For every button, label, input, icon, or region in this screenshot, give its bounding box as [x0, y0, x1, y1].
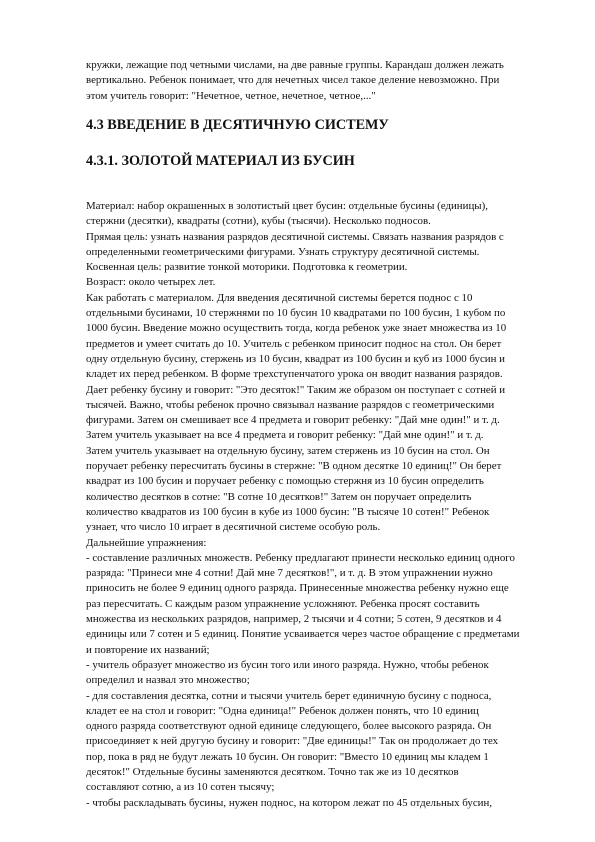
text-line: Как работать с материалом. Для введения десятичной системы берется поднос с 10 [86, 291, 473, 304]
text-line: тысячей. Важно, чтобы ребенок прочно связывал название разрядов с геометрическими [86, 398, 495, 411]
text-line: Затем учитель указывает на все 4 предмета и говорит ребенку: "Дай мне один!" и т. д. [86, 429, 484, 442]
section-heading: 4.3 ВВЕДЕНИЕ В ДЕСЯТИЧНУЮ СИСТЕМУ [86, 117, 389, 133]
text-line: Дальнейшие упражнения: [86, 536, 207, 549]
body-text [86, 199, 538, 811]
text-line: квадрат из 100 бусин и поручает ребенку с помощью стержня из 10 бусин определить [86, 475, 484, 488]
text-line: определенными геометрическими фигурами. Узнать структуру десятичной системы. [86, 245, 480, 258]
text-line: - для составления десятка, сотни и тысячи учитель берет единичную бусину с подноса, [86, 689, 492, 702]
text-line: Материал: набор окрашенных в золотистый цвет бусин: отдельные бусины (единицы), [86, 200, 488, 212]
text-line: десяток!" Отдельные бусины заменяются десятком. Точно так же из 10 десятков [86, 765, 459, 778]
text-line: - чтобы раскладывать бусины, нужен поднос, на котором лежат по 45 отдельных бусин, [86, 796, 493, 809]
text-line: узнает, что число 10 играет в десятичной системе особую роль. [86, 521, 381, 534]
text-line: - составление различных множеств. Ребенку предлагают принести несколько единиц одного [86, 551, 515, 564]
text-line: количество квадратов из 100 бусин в кубе из 1000 бусин: "В тысяче 10 сотен!" Ребенок [86, 505, 490, 518]
text-line: одного разряда соответствуют одной единице следующего, более высокого разряда. Он [86, 720, 492, 733]
text-line: поручает ребенку пересчитать бусины в стержне: "В одном десятке 10 единиц!" Он берет [86, 460, 502, 473]
text-line: Косвенная цель: развитие тонкой моторики. Подготовка к геометрии. [86, 261, 408, 274]
text-line: разряда: "Принеси мне 4 сотни! Дай мне 7 десятков!", и т. д. В этом упражнении нужно [86, 567, 493, 580]
text-line: кружки, лежащие под четными числами, на две равные группы. Карандаш должен лежать [86, 59, 504, 71]
text-line: единицы или 7 сотен и 5 единиц. Понятие усваивается через частое обращение с предметами [86, 628, 520, 641]
text-line: Прямая цель: узнать названия разрядов десятичной системы. Связать названия разрядов с [86, 230, 504, 243]
text-line: Возраст: около четырех лет. [86, 276, 216, 289]
text-line: и повторение их названий; [86, 643, 210, 656]
text-line: пор, пока в ряд не будут лежать 10 бусин. Он говорит: "Вместо 10 единиц мы кладем 1 [86, 750, 489, 763]
text-line: раз пересчитать. С каждым разом упражнение усложняют. Ребенка просят составить [86, 597, 480, 610]
text-line: фигурами. Затем он смешивает все 4 предмета и говорит ребенку: "Дай мне один!" и т. д. [86, 414, 500, 427]
text-line: кладет их перед ребенком. В форме трехступенчатого урока он вводит названия разрядов. [86, 368, 503, 381]
text-line: определил и назвал это множество; [86, 674, 250, 687]
text-line: этом учитель говорит: "Нечетное, четное, нечетное, четное,..." [86, 89, 376, 102]
text-line: 1000 бусин. Введение можно осуществить тогда, когда ребенок уже знает множества из 10 [86, 322, 507, 335]
text-line: количество десятков в сотне: "В сотне 10 десятков!" Затем он поручает определить [86, 490, 472, 503]
text-line: предметов и умеет считать до 10. Учитель с ребенком приносит поднос на стол. Он берет [86, 337, 502, 350]
text-line: кладет ее на стол и говорит: "Одна единица!" Ребенок должен понять, что 10 единиц [86, 704, 479, 717]
text-line: вертикально. Ребенок понимает, что для нечетных чисел такое деление невозможно. При [86, 74, 500, 87]
text-line: отдельными бусинами, 10 стержнями по 10 бусин 10 квадратами по 100 бусин, 1 кубом по [86, 307, 506, 320]
text-line: присоединяет к ней другую бусину и говорит: "Две единицы!" Так он продолжает до тех [86, 735, 499, 748]
text-line: Затем учитель указывает на отдельную бусину, затем стержень из 10 бусин на стол. Он [86, 444, 490, 457]
subsection-heading: 4.3.1. ЗОЛОТОЙ МАТЕРИАЛ ИЗ БУСИН [86, 153, 355, 169]
text-line: стержни (десятки), квадраты (сотни), кубы (тысячи). Несколько подносов. [86, 215, 431, 228]
text-line: составляют сотню, а из 10 сотен тысячу; [86, 781, 275, 794]
text-line: множества из нескольких разрядов, например, 2 тысячи и 4 сотни; 5 сотен, 9 десятков и 4 [86, 613, 502, 626]
intro-paragraph [86, 58, 538, 104]
text-line: одну отдельную бусину, стержень из 10 бусин, квадрат из 100 бусин и куб из 1000 бусин и [86, 352, 505, 365]
text-line: приносить не более 9 единиц одного разряда. Принесенные множества ребенку нужно еще [86, 582, 509, 595]
text-line: Дает ребенку бусину и говорит: "Это десяток!" Таким же образом он поступает с сотней и [86, 383, 506, 396]
text-line: - учитель образует множество из бусин того или иного разряда. Нужно, чтобы ребенок [86, 658, 489, 671]
